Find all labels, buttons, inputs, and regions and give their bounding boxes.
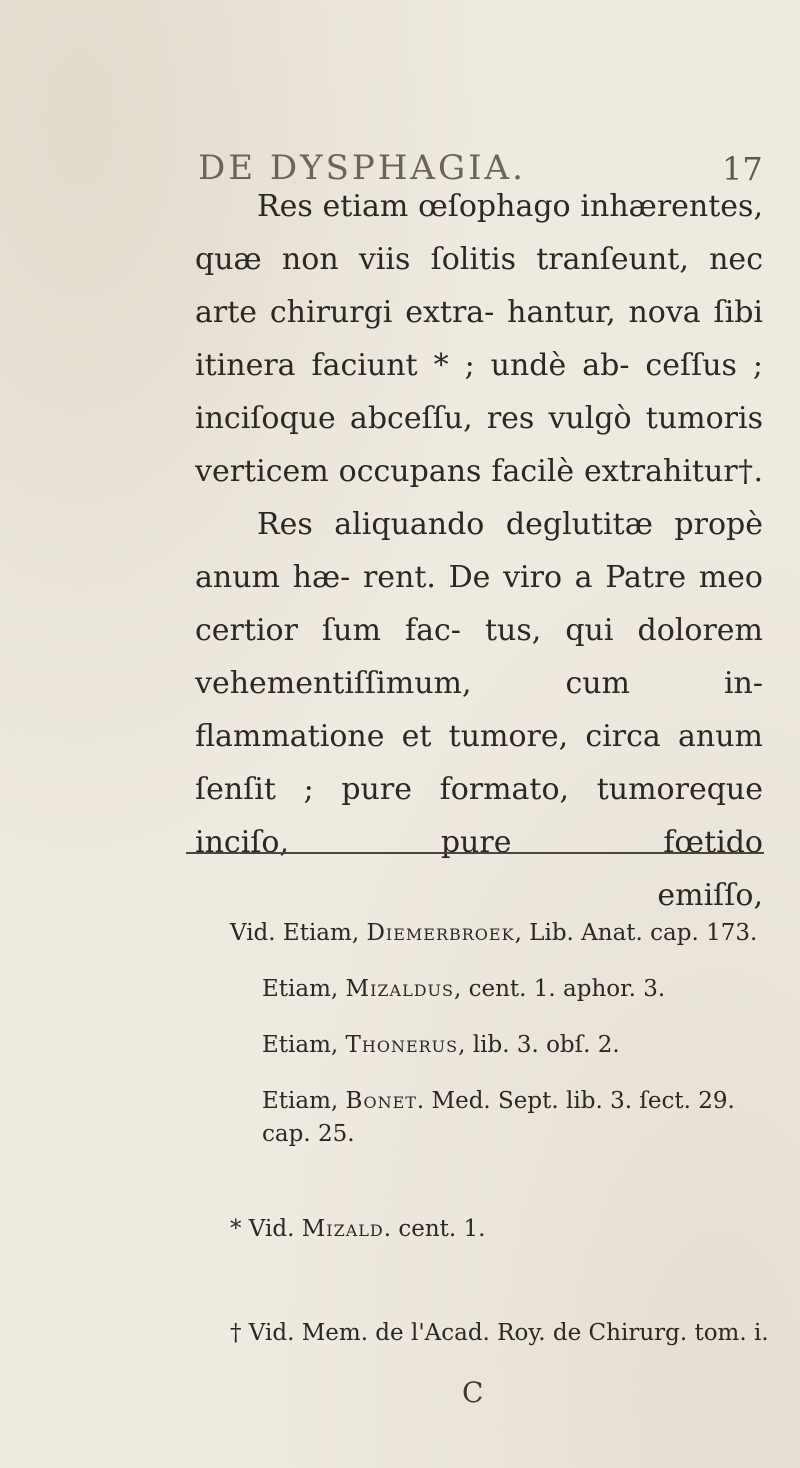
footnote-text: , Lib. Anat. cap. 173.: [514, 920, 758, 946]
footnote-star: [230, 1201, 770, 1257]
footnote-text: Etiam,: [262, 1032, 346, 1058]
footnote-text: , cent. 1. aphor. 3.: [454, 976, 666, 1002]
author-name: Mizald: [301, 1216, 384, 1242]
footnote-dagger: † Vid. Mem. de l'Acad. Roy. de Chirurg. tom. i.: [230, 1320, 769, 1346]
footnote-text: Etiam,: [262, 976, 346, 1002]
footnote-line-1: [230, 905, 770, 961]
footnote-text: * Vid.: [230, 1216, 302, 1242]
signature-mark: C: [462, 1376, 484, 1409]
footnote-text: , lib. 3. obſ. 2.: [458, 1032, 620, 1058]
paragraph-1: Res etiam œſophago inhærentes, quæ non viis ſolitis tranſeunt, nec arte chirurgi extra- hantur, nova ſibi itinera faciunt * ; undè ab- ceſſus ; inciſoque abceſſu, res vulgò tumoris verticem occupans facilè extrahitur†.: [195, 189, 763, 489]
author-name: Mizaldus: [345, 976, 454, 1002]
catchword: emiſſo,: [657, 878, 763, 913]
author-name: Bonet: [345, 1088, 417, 1114]
footnote-divider: [186, 852, 764, 854]
footnote-text: Etiam,: [262, 1088, 346, 1114]
footnote-text: . Med. Sept. lib. 3. ſect. 29.: [416, 1088, 735, 1114]
running-head: DE DYSPHAGIA.: [198, 148, 526, 188]
footnote-line-3: [262, 1017, 770, 1073]
footnote-text: Vid. Etiam,: [230, 920, 367, 946]
footnote-line-4-continued: cap. 25.: [262, 1121, 355, 1147]
main-text: [195, 180, 763, 922]
footnote-text: . cent. 1.: [383, 1216, 486, 1242]
page-number: 17: [722, 150, 763, 188]
footnotes: [230, 905, 770, 1361]
footnote-line-2: [262, 961, 770, 1017]
author-name: Thonerus: [345, 1032, 459, 1058]
author-name: Diemerbroek: [366, 920, 515, 946]
paragraph-2: Res aliquando deglutitæ propè anum hæ- rent. De viro a Patre meo certior ſum fac- tus, qui dolorem vehementiſſimum, cum in- flammatione et tumore, circa anum ſenſit ; pure formato, tumoreque inciſo, pure fœtido: [195, 507, 763, 860]
